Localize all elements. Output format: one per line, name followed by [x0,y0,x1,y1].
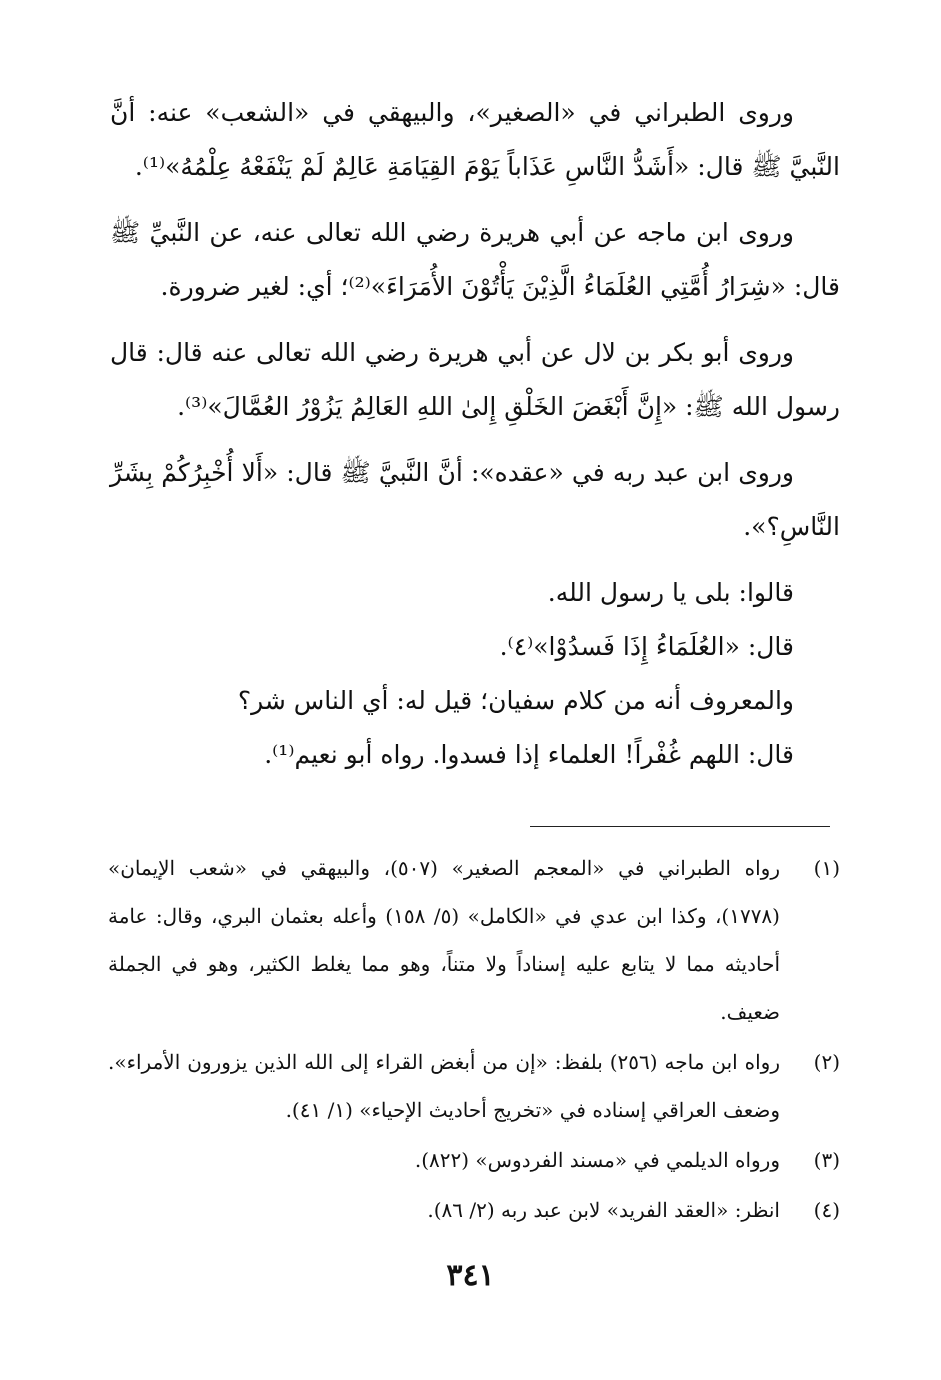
footnote [108,844,840,1036]
dialogue-line: قالوا: بلى يا رسول الله. [547,578,794,607]
footnote-text: ورواه الديلمي في «مسند الفردوس» (٨٢٢). [414,1148,780,1172]
paragraph-ibn-abd-rabbih: وروى ابن عبد ربه في «عقده»: أنَّ النَّبيَّ ﷺ قال: «أَلا أُخْبِرُكُمْ بِشَرِّ النَّاسِ؟». [110,458,840,541]
footnote-text: انظر: «العقد الفريد» لابن عبد ربه (٢/ ٨٦). [427,1198,780,1222]
footnotes [108,844,840,1236]
footnote-text: رواه الطبراني في «المعجم الصغير» (٥٠٧)، والبيهقي في «شعب الإيمان» (١٧٧٨)، وكذا ابن عدي في «الكامل» (٥/ ١٥٨) وأعله بعثمان البري، وقال: عامة أحاديثه مما لا يتابع عليه إسناداً ولا متناً، وهو مما يغلط الكثير، وهو في الجملة ضعيف. [108,856,781,1024]
footnote-text: رواه ابن ماجه (٢٥٦) بلفظ: «إن من أبغض القراء إلى الله الذين يزورون الأمراء». وضعف العراقي إسناده في «تخريج أحاديث الإحياء» (١/ ٤١). [108,1050,780,1122]
footnote-number: (١) [813,856,840,880]
paragraph-ibn-majah: وروى ابن ماجه عن أبي هريرة رضي الله تعالى عنه، عن النَّبيِّ ﷺ قال: «شِرَارُ أُمَّتِي العُلَمَاءُ الَّذِيْنَ يَأْتُوْنَ الأُمَرَاءَ»⁽²⁾؛ أي: لغير ضرورة. [110,218,840,301]
footnote-divider [530,826,830,827]
page-number: ٣٤١ [446,1258,495,1293]
footnote-number: (٣) [813,1148,840,1172]
footnote [108,1186,840,1234]
dialogue-line: والمعروف أنه من كلام سفيان؛ قيل له: أي الناس شر؟ [237,686,794,715]
footnote [108,1038,840,1134]
paragraph-abu-bakr: وروى أبو بكر بن لال عن أبي هريرة رضي الله تعالى عنه قال: قال رسول الله ﷺ: «إِنَّ أَبْغَضَ الخَلْقِ إِلىٰ اللهِ العَالِمُ يَزُوْرُ العُمَّالَ»⁽³⁾. [110,338,840,421]
footnote-number: (٢) [813,1050,840,1074]
dialogue-line: قال: «العُلَمَاءُ إِذَا فَسدُوْا»⁽٤⁾. [499,632,794,661]
paragraph-tabarani: وروى الطبراني في «الصغير»، والبيهقي في «الشعب» عنه: أنَّ النَّبيَّ ﷺ قال: «أَشَدُّ النَّاسِ عَذَاباً يَوْمَ القِيَامَةِ عَالِمٌ لَمْ يَنْفَعْهُ عِلْمُهُ»⁽¹⁾. [110,98,840,181]
main-text [110,86,840,782]
footnote-number: (٤) [813,1198,840,1222]
footnote [108,1136,840,1184]
dialogue-line: قال: اللهم غُفْراً! العلماء إذا فسدوا. رواه أبو نعيم⁽¹⁾. [264,740,794,769]
